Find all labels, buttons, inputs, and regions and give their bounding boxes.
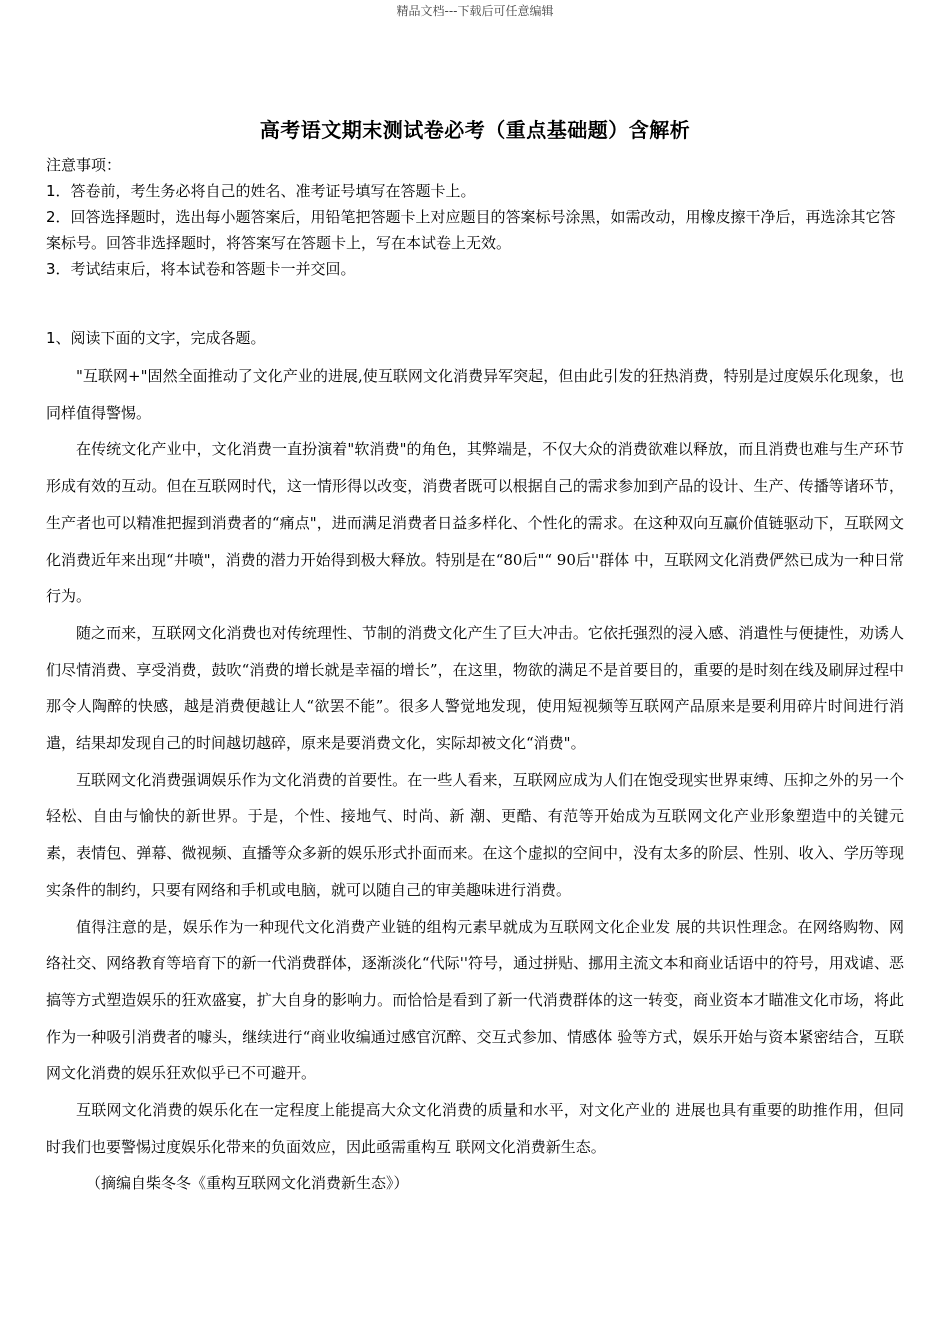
page-title: 高考语文期末测试卷必考（重点基础题）含解析 <box>259 118 691 142</box>
article-paragraph-1: "互联网+"固然全面推动了文化产业的进展,使互联网文化消费异军突起，但由此引发的狂热消费，特别是过度娱乐化现象，也同样值得警惕。 <box>46 367 904 422</box>
notice-item-2: 2．回答选择题时，选出每小题答案后，用铅笔把答题卡上对应题目的答案标号涂黑，如需改动，用橡皮擦干净后，再选涂其它答案标号。回答非选择题时，将答案写在答题卡上，写在本试卷上无效。 <box>46 208 896 252</box>
article-paragraph-6: 互联网文化消费的娱乐化在一定程度上能提高大众文化消费的质量和水平，对文化产业的 进展也具有重要的助推作用，但同时我们也要警惕过度娱乐化带来的负面效应，因此亟需重构互 联网文化消费新生态。 <box>46 1101 904 1156</box>
article-paragraph-2: 在传统文化产业中，文化消费一直扮演着"软消费"的角色，其弊端是，不仅大众的消费欲难以释放，而且消费也难与生产环节形成有效的互动。但在互联网时代，这一情形得以改变，消费者既可以根据自己的需求参加到产品的设计、生产、传播等诸环节，生产者也可以精准把握到消费者的“痛点"，进而满足消费者日益多样化、个性化的需求。在这种双向互赢价值链驱动下，互联网文化消费近年来出现“井喷"，消费的潜力开始得到极大释放。特别是在“80后"“ 90后''群体 中，互联网文化消费俨然已成为一种日常行为。 <box>46 440 904 606</box>
notice-heading: 注意事项： <box>46 156 122 174</box>
article-source: （摘编自柴冬冬《重构互联网文化消费新生态》） <box>86 1174 409 1193</box>
question-prompt: 1、阅读下面的文字，完成各题。 <box>46 329 266 347</box>
notice-item-3: 3．考试结束后，将本试卷和答题卡一并交回。 <box>46 260 356 278</box>
notice-section <box>46 152 906 282</box>
reading-article <box>46 358 904 1202</box>
article-paragraph-3: 随之而来，互联网文化消费也对传统理性、节制的消费文化产生了巨大冲击。它依托强烈的浸入感、消遣性与便捷性，劝诱人们尽情消费、享受消费，鼓吹“消费的增长就是幸福的增长”，在这里，物欲的满足不是首要目的，重要的是时刻在线及刷屏过程中那令人陶醉的快感，越是消费便越让人“欲罢不能”。很多人警觉地发现，使用短视频等互联网产品原来是要利用碎片时间进行消遣，结果却发现自己的时间越切越碎，原来是要消费文化，实际却被文化“消费"。 <box>46 623 904 753</box>
notice-item-1: 1．答卷前，考生务必将自己的姓名、准考证号填写在答题卡上。 <box>46 182 476 200</box>
header-note: 精品文档---下载后可任意编辑 <box>396 4 554 18</box>
article-paragraph-5: 值得注意的是，娱乐作为一种现代文化消费产业链的组构元素早就成为互联网文化企业发 展的共识性理念。在网络购物、网络社交、网络教育等培育下的新一代消费群体，逐渐淡化“代际''符号，通过拼贴、挪用主流文本和商业话语中的符号，用戏谑、恶搞等方式塑造娱乐的狂欢盛宴，扩大自身的影响力。而恰恰是看到了新一代消费群体的这一转变，商业资本才瞄准文化市场，将此作为一种吸引消费者的噱头，继续进行“商业收编通过感官沉醉、交互式参加、情感体 验等方式，娱乐开始与资本紧密结合，互联网文化消费的娱乐狂欢似乎已不可避开。 <box>46 917 904 1083</box>
article-paragraph-4: 互联网文化消费强调娱乐作为文化消费的首要性。在一些人看来，互联网应成为人们在饱受现实世界束缚、压抑之外的另一个轻松、自由与愉快的新世界。于是，个性、接地气、时尚、新 潮、更酷、有范等开始成为互联网文化产业形象塑造中的关键元素，表情包、弹幕、微视频、直播等众多新的娱乐形式扑面而来。在这个虚拟的空间中，没有太多的阶层、性别、收入、学历等现实条件的制约，只要有网络和手机或电脑，就可以随自己的审美趣味进行消费。 <box>46 770 904 899</box>
